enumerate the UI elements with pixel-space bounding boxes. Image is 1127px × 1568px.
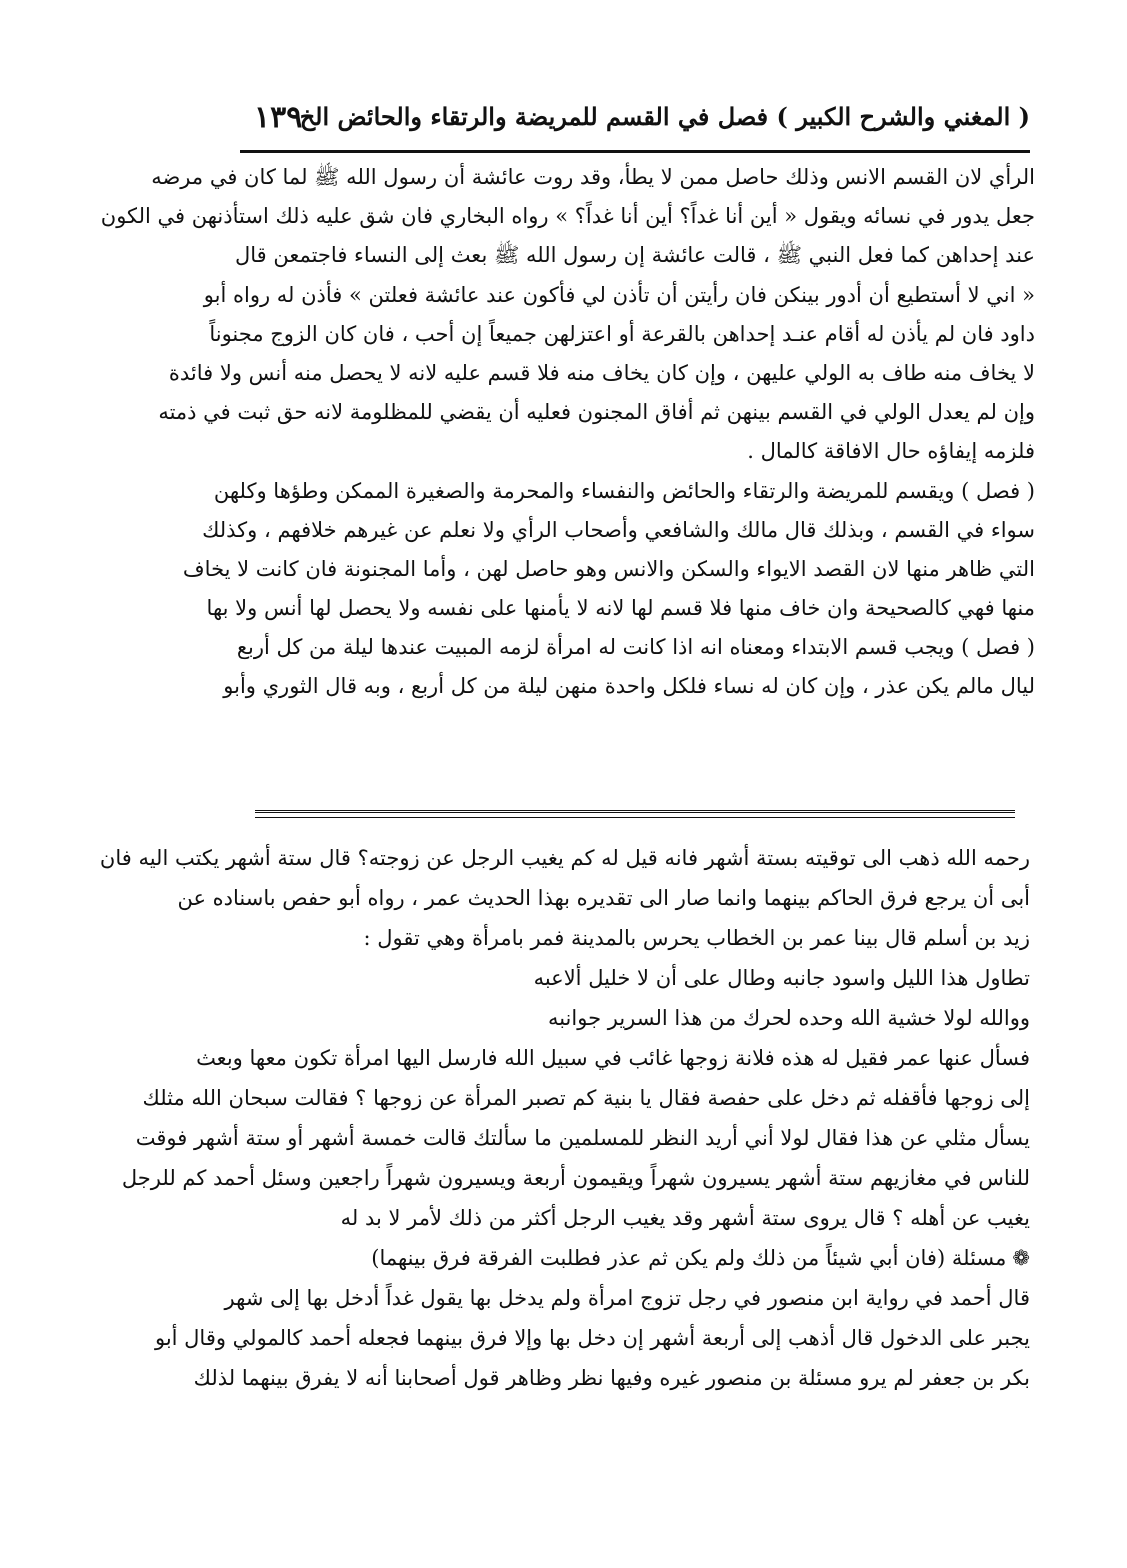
section-line: سواء في القسم ، وبذلك قال مالك والشافعي وأصحاب الرأي ولا نعلم عن غيرهم خلافهم ، وكذلك (202, 517, 1035, 542)
text-line: « اني لا أستطيع أن أدور بينكن فان رأيتن أن تأذن لي فأكون عند عائشة فعلتن » فأذن له رواه أبو (203, 282, 1035, 307)
masala-label: مسئلة (951, 1246, 1007, 1270)
footnote-line: بكر بن جعفر لم يرو مسئلة بن منصور غيره وفيها نظر وظاهر قول أصحابنا أنه لا يفرق بينهما لذلك (193, 1366, 1030, 1390)
footnote-line: قال أحمد في رواية ابن منصور في رجل تزوج امرأة ولم يدخل بها يقول غداً أدخل بها إلى شهر (224, 1286, 1030, 1310)
footnote-line: إلى زوجها فأقفله ثم دخل على حفصة فقال يا بنية كم تصبر المرأة عن زوجها ؟ فقالت سبحان الله مثلك (142, 1086, 1030, 1110)
masala-heading (240, 1238, 1030, 1278)
text-line: وإن لم يعدل الولي في القسم بينهن ثم أفاق المجنون فعليه أن يقضي للمظلومة لانه حق ثبت في ذمته (158, 400, 1035, 425)
text-line: داود فان لم يأذن له أقام عنـد إحداهن بالقرعة أو اعتزلهن جميعاً إن أحب ، فان كان الزوج مجنوناً (209, 321, 1035, 346)
text-line: عند إحداهن كما فعل النبي ﷺ ، قالت عائشة إن رسول الله ﷺ بعث إلى النساء فاجتمعن قال (234, 243, 1035, 268)
masala-text: (فان أبي شيئاً من ذلك ولم يكن ثم عذر فطلبت الفرقة فرق بينهما) (371, 1246, 946, 1270)
commentary-text (99, 838, 1030, 1398)
footnote-line: رحمه الله ذهب الى توقيته بستة أشهر فانه قيل له كم يغيب الرجل عن زوجته؟ قال ستة أشهر يكتب اليه فان (99, 846, 1030, 870)
main-text (100, 158, 1035, 707)
fleuron-icon: ❁ (1012, 1246, 1030, 1270)
footnote-line: زيد بن أسلم قال بينا عمر بن الخطاب يحرس بالمدينة فمر بامرأة وهي تقول : (363, 926, 1030, 950)
header-rule (240, 150, 1030, 153)
section-line: منها فهي كالصحيحة وان خاف منها فلا قسم لها لانه لا يأمنها على نفسه ولا يحصل لها أنس ولا بها (206, 596, 1035, 621)
section-line: التي ظاهر منها لان القصد الايواء والسكن والانس وهو حاصل لهن ، وأما المجنونة فان كانت لا يخاف (182, 556, 1035, 581)
footnote-line: للناس في مغازيهم ستة أشهر يسيرون شهراً ويقيمون أربعة ويسيرون شهراً راجعين وسئل أحمد كم للرجل (121, 1166, 1030, 1190)
verse-line: تطاول هذا الليل واسود جانبه وطال على أن لا خليل ألاعبه (533, 966, 1030, 990)
section-separator (255, 810, 1015, 818)
section-line: ليال مالم يكن عذر ، وإن كان له نساء فلكل واحدة منهن ليلة من كل أربع ، وبه قال الثوري وأبو (223, 674, 1035, 699)
text-line: لا يخاف منه طاف به الولي عليهن ، وإن كان يخاف منه فلا قسم عليه لانه لا يحصل منه أنس ولا فائدة (168, 360, 1035, 385)
text-line: الرأي لان القسم الانس وذلك حاصل ممن لا يطأ، وقد روت عائشة أن رسول الله ﷺ لما كان في مرضه (151, 165, 1035, 189)
section-line: ( فصل ) ويجب قسم الابتداء ومعناه انه اذا كانت له امرأة لزمه المبيت عندها ليلة من كل أربع (236, 635, 1035, 660)
footnote-line: يسأل مثلي عن هذا فقال لولا أني أريد النظر للمسلمين ما سألتك قالت خمسة أشهر أو ستة أشهر فوقت (135, 1126, 1030, 1150)
footnote-line: يجبر على الدخول قال أذهب إلى أربعة أشهر إن دخل بها وإلا فرق بينهما فجعله أحمد كالمولي وقال أبو (154, 1326, 1030, 1350)
footnote-line: يغيب عن أهله ؟ قال يروى ستة أشهر وقد يغيب الرجل أكثر من ذلك لأمر لا بد له (340, 1206, 1030, 1230)
text-line: فلزمه إيفاؤه حال الافاقة كالمال . (747, 439, 1035, 464)
text-line: جعل يدور في نسائه ويقول « أين أنا غداً؟ أين أنا غداً؟ » رواه البخاري فان شق عليه ذلك استأذنهن في الكون (100, 204, 1035, 229)
page-number: ١٣٩ (254, 100, 303, 135)
verse-line: ووالله لولا خشية الله وحده لحرك من هذا السرير جوانبه (547, 1006, 1030, 1030)
running-title: ( المغني والشرح الكبير ) فصل في القسم للمريضة والرتقاء والحائض الخ (299, 102, 1030, 131)
footnote-line: أبى أن يرجع فرق الحاكم بينهما وانما صار الى تقديره بهذا الحديث عمر ، رواه أبو حفص باسناده عن (177, 886, 1030, 910)
page-header (250, 96, 1030, 146)
footnote-line: فسأل عنها عمر فقيل له هذه فلانة زوجها غائب في سبيل الله فارسل اليها امرأة تكون معها وبعث (196, 1046, 1030, 1070)
section-line: ( فصل ) ويقسم للمريضة والرتقاء والحائض والنفساء والمحرمة والصغيرة الممكن وطؤها وكلهن (213, 478, 1035, 503)
